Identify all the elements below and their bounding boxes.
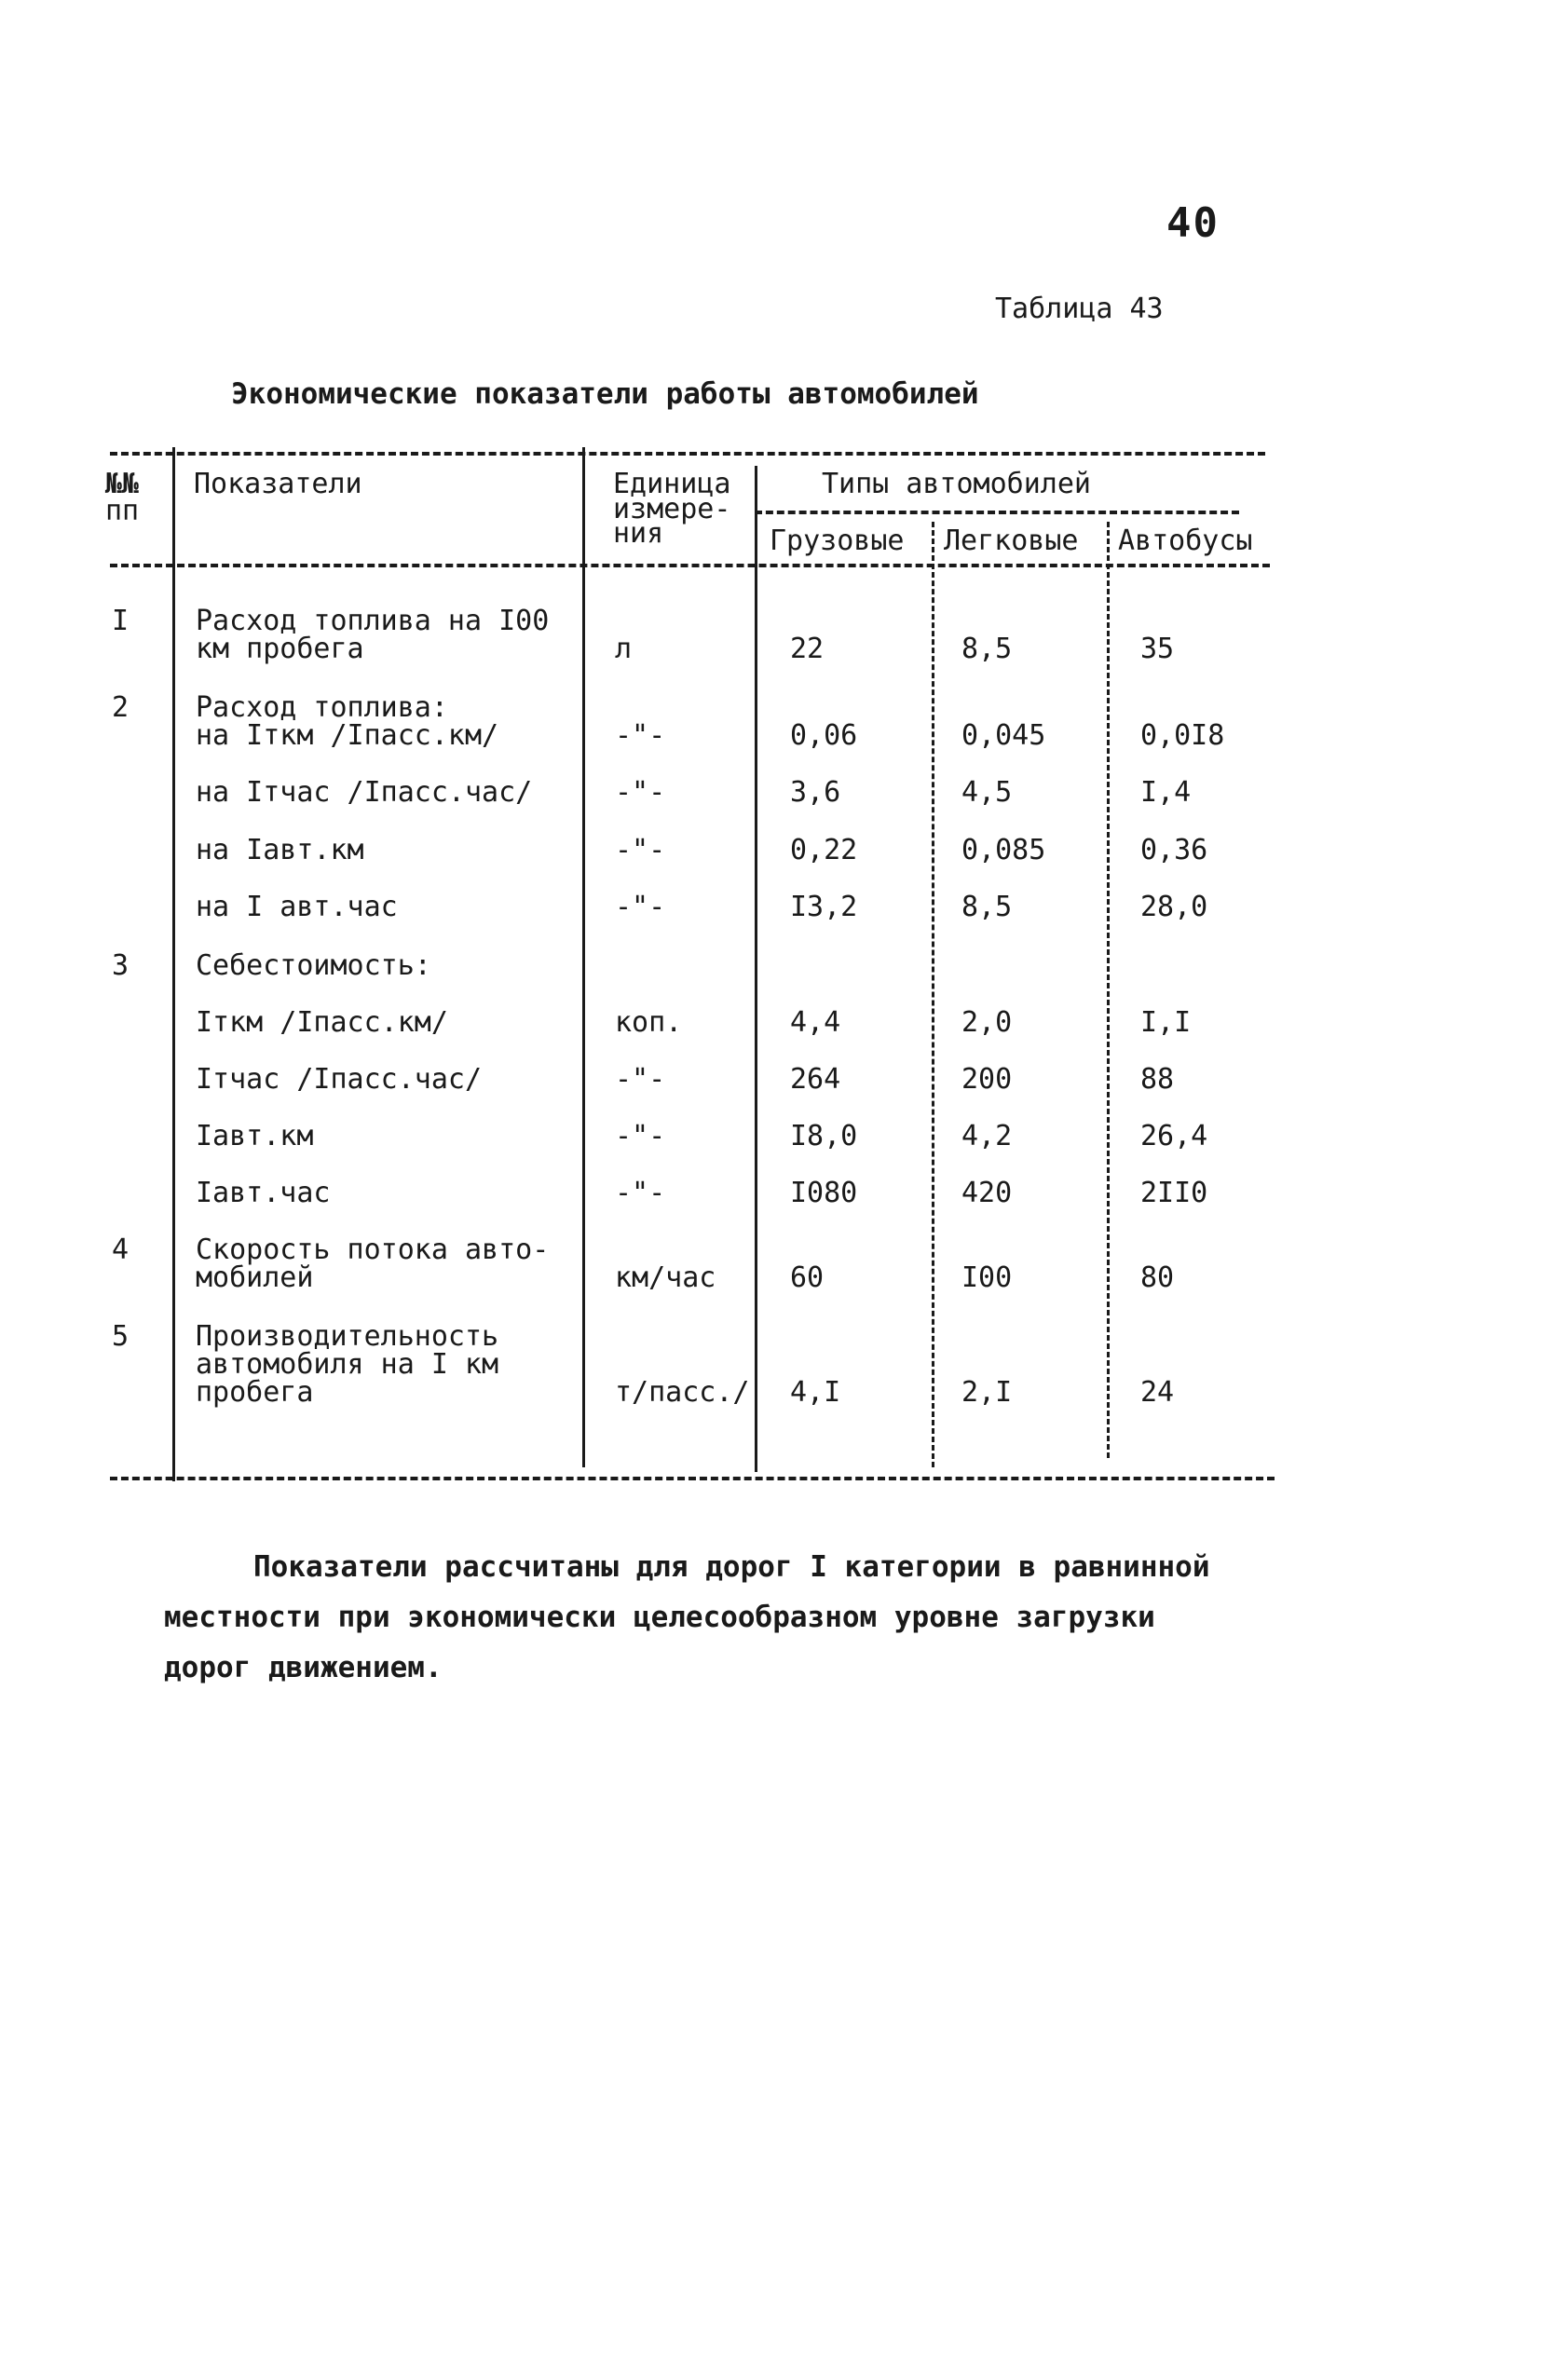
row-value: 22 — [790, 633, 825, 665]
header-types: Типы автомобилей — [822, 468, 1091, 500]
row-unit: -"- — [615, 891, 666, 923]
row-unit: -"- — [615, 719, 666, 752]
row-label: Себестоимость: — [196, 949, 431, 982]
row-unit: -"- — [615, 834, 666, 866]
row-value: I8,0 — [790, 1120, 858, 1152]
row-value: 0,22 — [790, 834, 858, 866]
column-divider — [932, 522, 934, 1467]
header-bottom-rule — [110, 564, 1270, 567]
row-value: 2,0 — [961, 1006, 1013, 1039]
row-unit: -"- — [615, 1177, 666, 1209]
row-value: 60 — [790, 1261, 825, 1294]
column-divider — [172, 447, 175, 1481]
row-value: 200 — [961, 1063, 1013, 1096]
row-value: 4,I — [790, 1376, 841, 1409]
row-value: 4,5 — [961, 776, 1013, 809]
row-value: 2II0 — [1140, 1177, 1208, 1209]
row-unit: -"- — [615, 1063, 666, 1096]
row-label: Производительность — [196, 1320, 499, 1353]
row-label: Iткм /Iпасс.км/ — [196, 1006, 448, 1039]
row-value: 0,36 — [1140, 834, 1208, 866]
row-unit: л — [615, 633, 633, 665]
row-unit: -"- — [615, 776, 666, 809]
row-unit: км/час — [615, 1261, 716, 1294]
row-label: пробега — [196, 1376, 314, 1409]
row-value: 4,2 — [961, 1120, 1013, 1152]
row-label: км пробега — [196, 633, 364, 665]
note-line: дорог движением. — [164, 1651, 443, 1684]
table-bottom-rule — [110, 1477, 1275, 1480]
row-value: 264 — [790, 1063, 841, 1096]
column-divider — [582, 447, 585, 1467]
row-value: 0,06 — [790, 719, 858, 752]
row-value: I,I — [1140, 1006, 1192, 1039]
row-label: на I авт.час — [196, 891, 398, 923]
row-unit: т/пасс./ — [615, 1376, 750, 1409]
row-label: Iтчас /Iпасс.час/ — [196, 1063, 483, 1096]
row-value: 28,0 — [1140, 891, 1208, 923]
row-number: 2 — [112, 691, 130, 724]
row-label: на Iавт.км — [196, 834, 364, 866]
row-label: Скорость потока авто- — [196, 1234, 550, 1266]
row-label: Расход топлива на I00 — [196, 605, 550, 637]
row-value: I00 — [961, 1261, 1013, 1294]
note — [164, 1542, 1226, 1693]
row-value: 420 — [961, 1177, 1013, 1209]
note-line: местности при экономически целесообразном уровне загрузки — [164, 1601, 1155, 1634]
row-value: 24 — [1140, 1376, 1175, 1409]
row-value: I3,2 — [790, 891, 858, 923]
row-value: I,4 — [1140, 776, 1192, 809]
types-rule — [755, 511, 1239, 514]
row-value: 26,4 — [1140, 1120, 1208, 1152]
row-value: 4,4 — [790, 1006, 841, 1039]
row-value: 8,5 — [961, 633, 1013, 665]
row-label: Iавт.км — [196, 1120, 314, 1152]
row-value: 8,5 — [961, 891, 1013, 923]
row-value: 2,I — [961, 1376, 1013, 1409]
row-label: Iавт.час — [196, 1177, 331, 1209]
column-divider — [1107, 522, 1110, 1458]
row-label: на Iтчас /Iпасс.час/ — [196, 776, 533, 809]
row-unit: -"- — [615, 1120, 666, 1152]
table-top-rule — [110, 452, 1265, 456]
row-value: 0,045 — [961, 719, 1046, 752]
row-label: мобилей — [196, 1261, 314, 1294]
row-value: 88 — [1140, 1063, 1175, 1096]
row-label: на Iткм /Iпасс.км/ — [196, 719, 499, 752]
row-value: 3,6 — [790, 776, 841, 809]
row-value: 35 — [1140, 633, 1175, 665]
row-value: 0,0I8 — [1140, 719, 1225, 752]
row-label: Расход топлива: — [196, 691, 448, 724]
row-number: I — [112, 605, 130, 637]
note-line: Показатели рассчитаны для дорог I категории в равнинной — [253, 1550, 1210, 1584]
row-value: 80 — [1140, 1261, 1175, 1294]
row-number: 3 — [112, 949, 130, 982]
table-label: Таблица 43 — [995, 293, 1164, 325]
row-value: I080 — [790, 1177, 858, 1209]
row-unit: коп. — [615, 1006, 683, 1039]
row-number: 5 — [112, 1320, 130, 1353]
page-number: 40 — [1166, 199, 1220, 247]
table-title: Экономические показатели работы автомобилей — [231, 377, 979, 411]
header-indicator: Показатели — [194, 468, 362, 500]
header-col-buses: Автобусы — [1118, 525, 1253, 557]
header-col-trucks: Грузовые — [770, 525, 905, 557]
column-divider — [755, 466, 757, 1472]
row-number: 4 — [112, 1234, 130, 1266]
row-value: 0,085 — [961, 834, 1046, 866]
header-col-cars: Легковые — [944, 525, 1079, 557]
row-label: автомобиля на I км — [196, 1348, 499, 1381]
